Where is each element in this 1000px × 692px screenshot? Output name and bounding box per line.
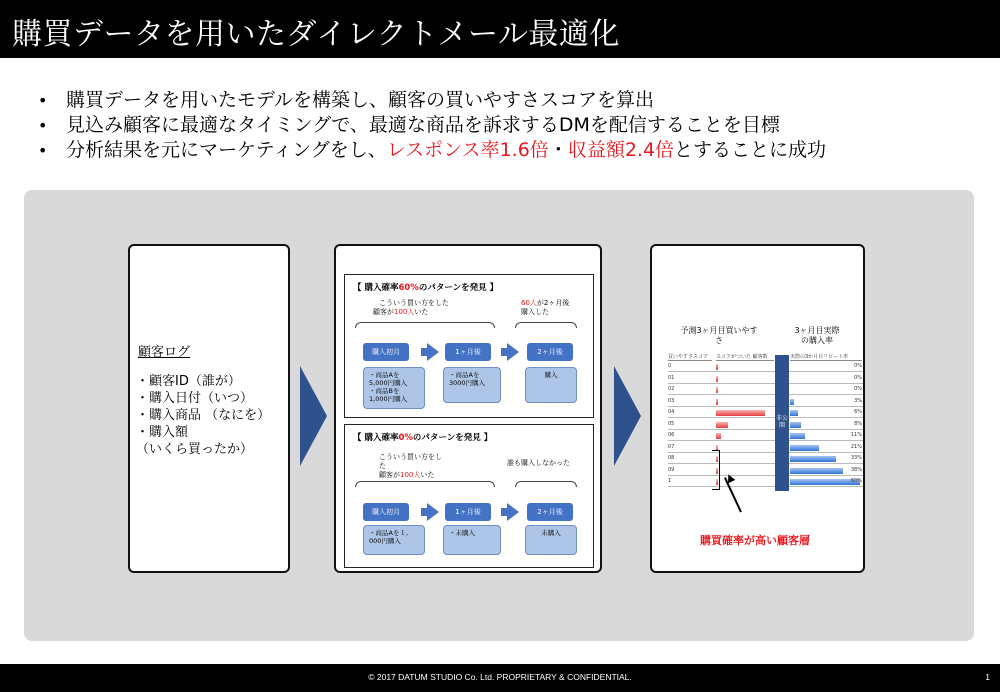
repeat-rate-value: 6% [854,409,862,415]
score-label: 06 [668,432,675,438]
score-label: 04 [668,409,675,415]
pattern-60-title: 【 購入確率60%のパターンを発見 】 [353,283,499,293]
bullet-item [38,138,988,163]
step-arrow-icon [507,503,519,521]
repeat-rate-value: 11% [850,432,862,438]
pattern-60-box [344,274,594,418]
purchase-detail-box: ・商品Aを 3000円購入 [443,367,501,403]
title-bar [0,0,1000,58]
repeat-rate-value: 38% [850,466,862,473]
bullet-text [66,138,826,163]
step-arrow-icon [427,503,439,521]
customer-count-bar [716,433,721,439]
customer-count-bar [716,376,718,382]
bullet-text: 見込み顧客に最適なタイミングで、最適な商品を訴求するDMを配信することを目標 [66,114,780,136]
predicted-score-header: 予測3ヶ月目買いやす さ [680,326,758,345]
actual-rate-header: 3ヶ月目実際 の購入率 [794,326,840,345]
customer-log-title: 顧客ログ [138,345,191,360]
score-label: 1 [668,478,672,484]
customer-count-bar [716,422,728,428]
repeat-rate-value: 8% [854,420,862,427]
pattern-60-note-c: 60人が2ヶ月後 [521,299,570,307]
table-row-line [668,417,863,418]
brace-icon [515,481,577,487]
bullet-item [38,88,988,113]
col-header-repeat-rate: 実際の3か月目リピート率 [790,353,862,361]
bullet-separator: ・ [548,139,568,161]
repeat-rate-value: 0% [854,374,862,381]
score-label: 03 [668,397,675,404]
pattern-0-note-b: た [379,462,386,470]
customer-count-bar [716,364,718,370]
table-row-line [668,440,863,441]
table-row-line [668,463,863,464]
purchase-detail-box: 未購入 [525,525,577,555]
customer-count-bar [716,410,765,416]
purchase-detail-box: 購入 [525,367,577,403]
bullet-dot: • [38,116,48,135]
repeat-rate-value: 0% [854,363,862,369]
score-label: 09 [668,466,675,473]
score-label: 01 [668,374,675,381]
customer-count-bar [716,399,718,405]
repeat-rate-bar [790,410,798,416]
page-number: 1 [985,672,990,682]
table-row-line [668,486,863,487]
bullet-text-pre: 分析結果を元にマーケティングをし、 [66,139,387,161]
score-label: 07 [668,443,675,450]
pattern-0-box [344,424,594,568]
flow-arrow-icon [614,366,641,466]
score-label: 08 [668,455,675,461]
purchase-detail-box: ・商品Aを 5,000円購入 ・商品Bを 1,000円購入 [363,367,425,409]
bullet-text: 購買データを用いたモデルを構築し、顧客の買いやすさスコアを算出 [66,89,655,111]
step-two-month: 2ヶ月後 [527,343,573,361]
log-item-purchase-date: ・購入日付（いつ） [136,391,254,406]
copyright-text: © 2017 DATUM STUDIO Co. Ltd. PROPRIETARY & CONFIDENTIAL. [368,672,632,682]
customer-count-bar [716,387,718,393]
pattern-0-note-d: 誰も購入しなかった [507,459,570,467]
step-arrow-icon [427,343,439,361]
high-probability-caption: 購買確率が高い顧客層 [700,534,810,547]
step-arrow-icon [507,343,519,361]
response-rate-highlight: レスポンス率1.6倍 [386,139,549,161]
bullet-dot: • [38,141,48,160]
pattern-60-note-d: 購入した [521,308,549,316]
pattern-0-title: 【 購入確率0%のパターンを発見 】 [353,433,493,443]
bullet-dot: • [38,91,48,110]
repeat-rate-bar [790,433,805,439]
purchase-detail-box: ・未購入 [443,525,501,555]
table-row-line [668,429,863,430]
step-first-month: 購入初月 [363,503,409,521]
hidden-label: 非公開 [776,415,789,429]
score-label: 02 [668,386,675,392]
table-row-line [668,452,863,453]
repeat-rate-value: 60% [850,478,862,484]
col-header-score: 買いやすさスコア [668,353,712,361]
table-row-line [668,475,863,476]
repeat-rate-value: 0% [854,386,862,392]
repeat-rate-bar [790,422,801,428]
log-item-amount: ・購入額 [136,425,189,440]
flow-arrow-icon [300,366,327,466]
score-result-card [650,244,865,573]
bullet-item [38,113,988,138]
repeat-rate-value: 33% [850,455,862,461]
repeat-rate-bar [790,445,819,451]
score-label: 0 [668,363,672,369]
repeat-rate-bar [790,479,860,485]
brace-icon [355,322,495,328]
step-one-month: 1ヶ月後 [445,503,491,521]
log-item-amount-note: （いくら買ったか） [136,442,254,457]
pattern-60-note-b: 顧客が100人いた [373,308,429,316]
log-item-customer-id: ・顧客ID（誰が） [136,374,241,389]
table-row-line [668,383,863,384]
bracket-icon [712,450,720,490]
step-two-month: 2ヶ月後 [527,503,573,521]
bullet-text-post: とすることに成功 [674,139,827,161]
table-row-line [668,406,863,407]
bullet-list [38,88,988,163]
pattern-60-note-a: こういう買い方をした [379,299,449,307]
log-item-product: ・購入商品 （なにを） [136,408,271,423]
col-header-count: スコアがついた 顧客数 [716,353,774,361]
purchase-detail-box: ・商品Aを１, 000円購入 [363,525,425,555]
repeat-rate-bar [790,399,794,405]
brace-icon [515,322,577,328]
footer [0,664,1000,692]
table-row-line [668,371,863,372]
repeat-rate-value: 21% [850,443,862,450]
table-row-line [668,394,863,395]
step-first-month: 購入初月 [363,343,409,361]
brace-icon [355,481,495,487]
score-label: 05 [668,420,675,427]
pattern-0-note-a: こういう買い方をし [379,453,442,461]
step-one-month: 1ヶ月後 [445,343,491,361]
revenue-highlight: 収益額2.4倍 [567,139,675,161]
repeat-rate-bar [790,468,843,474]
repeat-rate-value: 3% [854,397,862,404]
score-table [668,353,863,493]
customer-log-card [128,244,290,573]
pattern-0-note-c: 顧客が100人いた [379,471,435,479]
repeat-rate-bar [790,456,836,462]
pattern-discovery-card [334,244,602,573]
slide-title: 購買データを用いたダイレクトメール最適化 [12,17,620,52]
